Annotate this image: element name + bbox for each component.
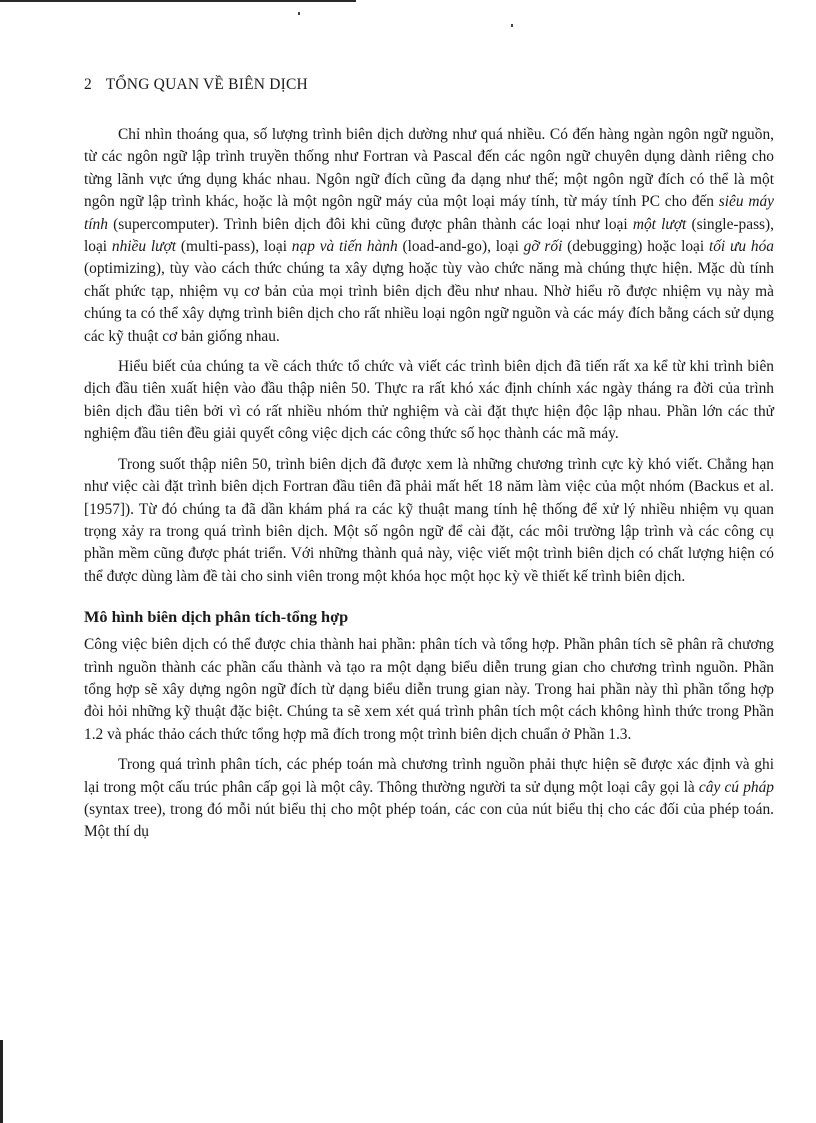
paragraph-5 (84, 754, 774, 844)
text-run: (load-and-go), loại (397, 238, 524, 256)
text-run: (debugging) hoặc loại (562, 238, 709, 256)
text-run: Chỉ nhìn thoáng qua, số lượng trình biên dịch dường như quá nhiều. Có đến hàng ngàn ngôn ngữ nguồn, từ các ngôn ngữ lập trình truyền thống như Fortran và Pascal đến các ngôn ngữ chuyên dụng dành riêng cho từng lãnh vực ứng dụng khác nhau. Ngôn ngữ đích cũng đa dạng như thế; một ngôn ngữ đích có thể là một ngôn ngữ lập trình khác, hoặc là một ngôn ngữ máy của một loại máy tính, từ máy tính PC cho đến (84, 126, 774, 211)
paragraph-4: Công việc biên dịch có thể được chia thành hai phần: phân tích và tổng hợp. Phần phân tích sẽ phân rã chương trình nguồn thành các phần cấu thành và tạo ra một dạng biểu diễn trung gian cho chương trình nguồn. Phần tổng hợp sẽ xây dựng ngôn ngữ đích từ dạng biểu diễn trung gian này. Trong hai phần này thì phần tổng hợp đòi hỏi những kỹ thuật đặc biệt. Chúng ta sẽ xem xét quá trình phân tích một cách không hình thức trong Phần 1.2 và phác thảo cách thức tổng hợp mã đích trong một trình biên dịch chuẩn ở Phần 1.3. (84, 636, 774, 743)
scan-artifact-mark (511, 24, 513, 27)
page-number: 2 (84, 76, 92, 93)
italic-term: siêu máy tính (84, 193, 775, 233)
italic-term: tối ưu hóa (708, 238, 774, 256)
italic-term: nạp và tiến hành (291, 238, 398, 256)
text-run: Trong quá trình phân tích, các phép toán mà chương trình nguồn phải thực hiện sẽ được xác định và ghi lại trong một cấu trúc phân cấp gọi là một cây. Thông thường người ta sử dụng một loại cây gọi là (84, 756, 774, 796)
paragraph-1 (84, 124, 774, 348)
text-run: (single-pass), loại (84, 215, 775, 256)
scan-artifact-top-line (0, 0, 356, 2)
text-run: (supercomputer). Trình biên dịch đôi khi cũng được phân thành các loại như loại (107, 215, 633, 233)
italic-term: cây cú pháp (698, 778, 774, 796)
scan-artifact-mark (298, 12, 300, 15)
italic-term: nhiều lượt (111, 238, 177, 256)
italic-term: một lượt (632, 215, 687, 233)
text-run: (multi-pass), loại (176, 238, 292, 256)
page-body (84, 124, 774, 852)
scan-artifact-left-edge (0, 1040, 3, 1123)
text-run: (optimizing), tùy vào cách thức chúng ta xây dựng hoặc tùy vào chức năng mà chúng thực hiện. Mặc dù tính chất phức tạp, nhiệm vụ cơ bản của mọi trình biên dịch đều như nhau. Nhờ hiểu rõ được nhiệm vụ này mà chúng ta có thể xây dựng trình biên dịch cho rất nhiều loại ngôn ngữ nguồn và các máy đích bằng cách sử dụng các kỹ thuật cơ bản giống nhau. (84, 260, 774, 345)
running-header (84, 76, 308, 94)
text-run: (syntax tree), trong đó mỗi nút biểu thị cho một phép toán, các con của nút biểu thị cho các đối của phép toán. Một thí dụ (84, 800, 774, 841)
paragraph-3: Trong suốt thập niên 50, trình biên dịch đã được xem là những chương trình cực kỳ khó viết. Chẳng hạn như việc cài đặt trình biên dịch Fortran đầu tiên đã phải mất hết 18 năm làm việc của một nhóm (Backus et al. [1957]). Từ đó chúng ta đã dần khám phá ra các kỹ thuật mang tính hệ thống để xử lý nhiều nhiệm vụ quan trọng xảy ra trong quá trình biên dịch. Một số ngôn ngữ để cài đặt, các môi trường lập trình và các công cụ phần mềm cũng được phát triển. Với những thành quả này, việc viết một trình biên dịch có chất lượng hiện có thể được dùng làm đề tài cho sinh viên trong một khóa học một học kỳ về thiết kế trình biên dịch. (84, 455, 774, 585)
italic-term: gỡ rối (523, 238, 563, 256)
chapter-title: TỔNG QUAN VỀ BIÊN DỊCH (105, 76, 308, 93)
paragraph-2: Hiểu biết của chúng ta về cách thức tổ chức và viết các trình biên dịch đã tiến rất xa kể từ khi trình biên dịch đầu tiên xuất hiện vào đầu thập niên 50. Thực ra rất khó xác định chính xác ngày tháng ra đời của trình biên dịch đầu tiên bởi vì có rất nhiều nhóm thử nghiệm và cài đặt thực hiện độc lập nhau. Phần lớn các thử nghiệm đầu tiên đều giải quyết công việc dịch các công thức số học thành các mã máy. (84, 358, 774, 443)
section-heading: Mô hình biên dịch phân tích-tổng hợp (84, 607, 349, 627)
